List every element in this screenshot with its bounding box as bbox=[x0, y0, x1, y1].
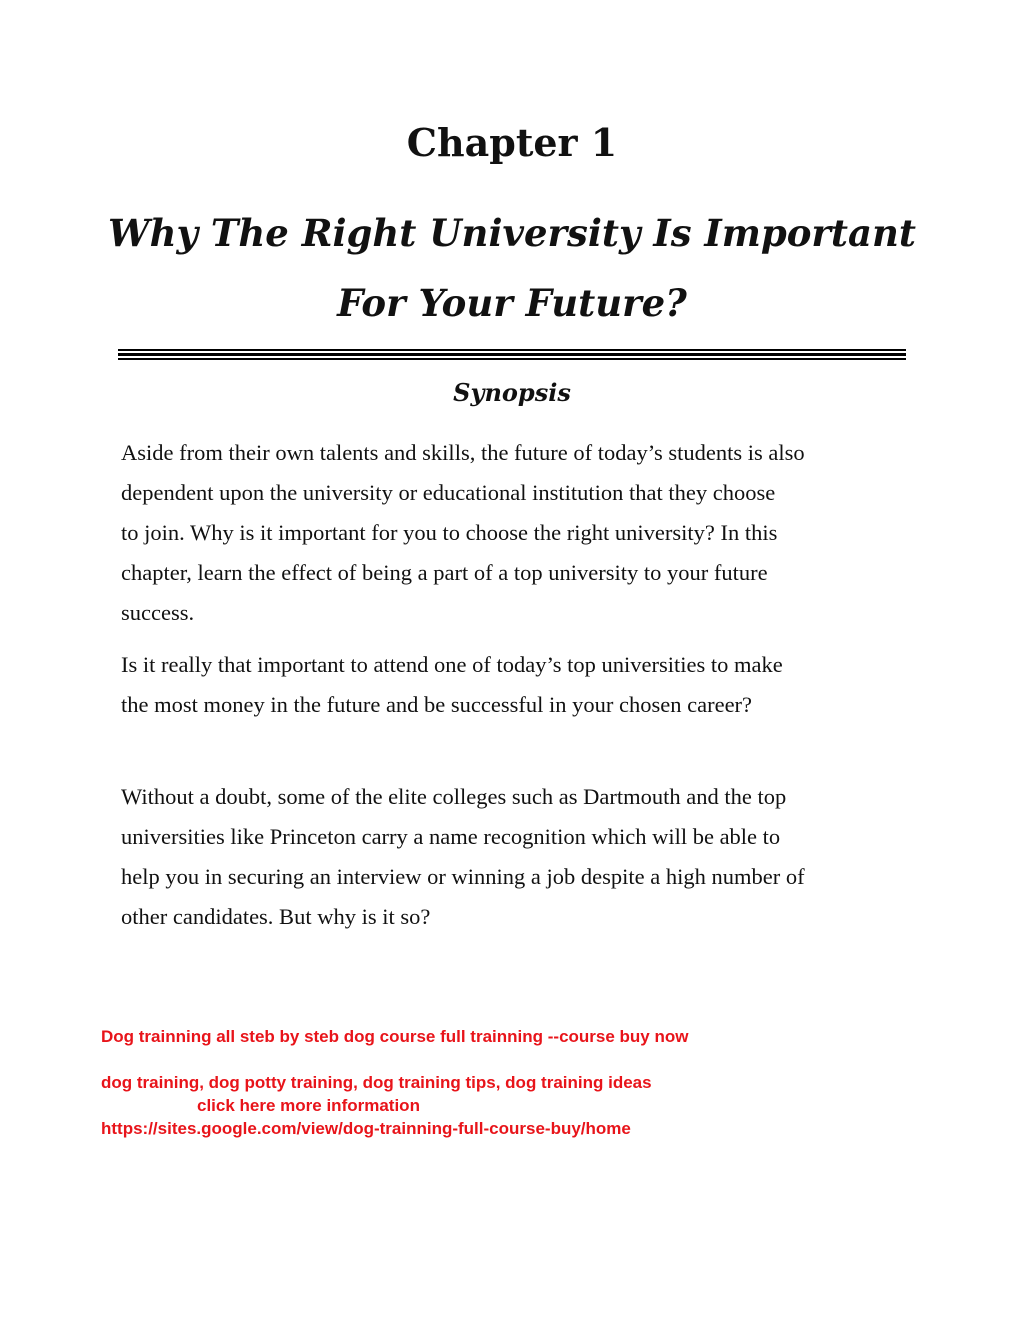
paragraph bbox=[121, 433, 911, 633]
promo-keywords: dog training, dog potty training, dog training tips, dog training ideas bbox=[101, 1073, 652, 1092]
paragraph-line: universities like Princeton carry a name recognition which will be able to bbox=[121, 824, 781, 849]
promo-url-link[interactable] bbox=[101, 1117, 631, 1140]
divider-line bbox=[118, 358, 906, 360]
paragraph-line: to join. Why is it important for you to choose the right university? In this bbox=[121, 520, 778, 545]
promo-click-here-text[interactable]: click here more information bbox=[197, 1096, 420, 1115]
paragraph-line: chapter, learn the effect of being a part of a top university to your future bbox=[121, 560, 768, 585]
paragraph bbox=[121, 777, 911, 937]
paragraph-line: Without a doubt, some of the elite colleges such as Dartmouth and the top bbox=[121, 784, 787, 809]
paragraph-line: other candidates. But why is it so? bbox=[121, 904, 431, 929]
promo-course-link-text[interactable]: Dog trainning all steb by steb dog course full trainning --course buy now bbox=[101, 1027, 689, 1046]
promo-course-link[interactable] bbox=[101, 1025, 688, 1048]
chapter-title bbox=[0, 198, 1024, 338]
paragraph-line: the most money in the future and be successful in your chosen career? bbox=[121, 692, 753, 717]
synopsis-heading: Synopsis bbox=[453, 378, 571, 407]
paragraph-line: Aside from their own talents and skills, the future of today’s students is also bbox=[121, 440, 805, 465]
paragraph-line: dependent upon the university or educational institution that they choose bbox=[121, 480, 776, 505]
paragraph-line: Is it really that important to attend one of today’s top universities to make bbox=[121, 652, 783, 677]
paragraph-line: success. bbox=[121, 600, 195, 625]
divider-line bbox=[118, 349, 906, 351]
chapter-label: Chapter 1 bbox=[406, 120, 618, 165]
chapter-title-line: For Your Future? bbox=[337, 281, 687, 325]
paragraph-line: help you in securing an interview or winning a job despite a high number of bbox=[121, 864, 805, 889]
promo-url-text[interactable]: https://sites.google.com/view/dog-trainning-full-course-buy/home bbox=[101, 1119, 631, 1138]
paragraph bbox=[121, 645, 911, 725]
divider-line bbox=[118, 353, 906, 356]
chapter-title-line: Why The Right University Is Important bbox=[108, 211, 916, 255]
promo-click-here-link[interactable] bbox=[197, 1094, 420, 1117]
